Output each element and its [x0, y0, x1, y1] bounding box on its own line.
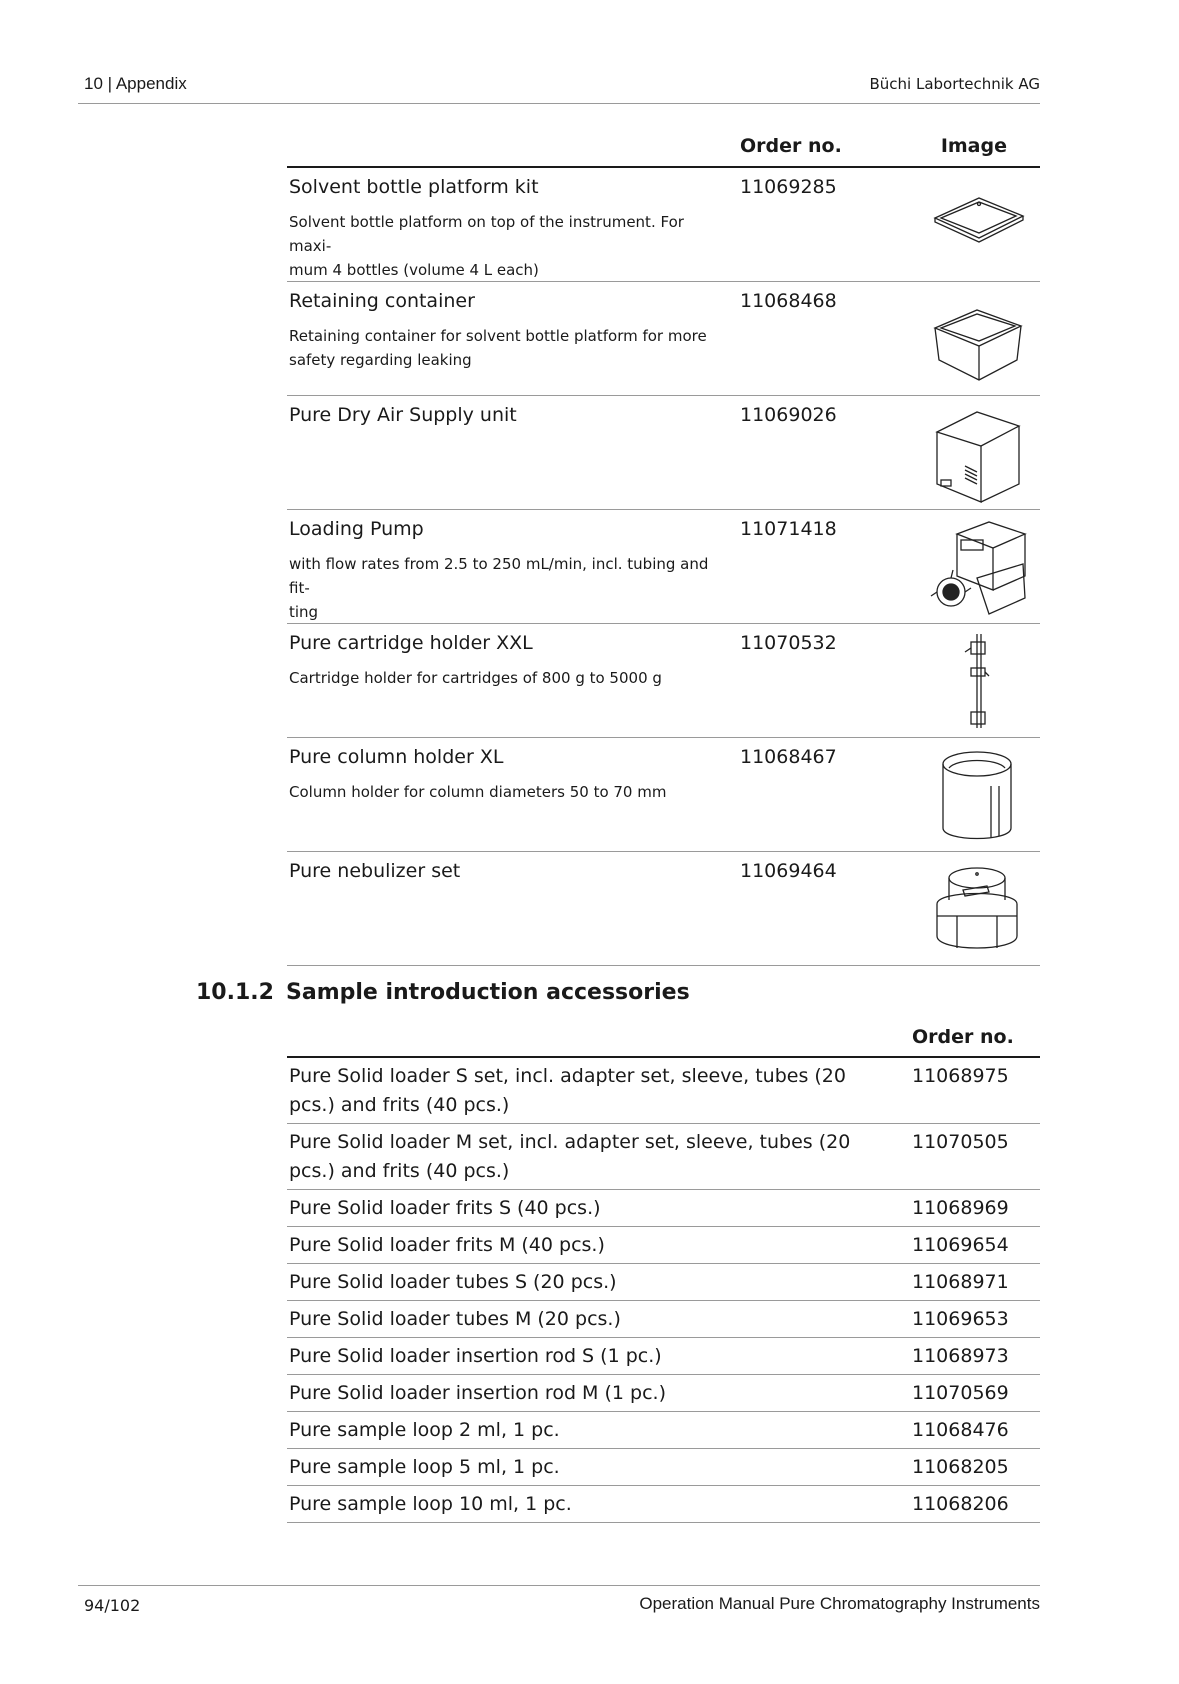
- section-heading: [196, 980, 690, 1005]
- table-row: [287, 1486, 1040, 1523]
- item-name: Solvent bottle platform kit: [289, 176, 539, 198]
- table-row: [287, 738, 1040, 852]
- table-row: [287, 1338, 1040, 1375]
- nebulizer-icon: [927, 860, 1027, 960]
- order-no-header: Order no.: [912, 1026, 1014, 1048]
- section-title: Sample introduction accessories: [286, 980, 690, 1005]
- order-number: 11068971: [912, 1271, 1009, 1293]
- order-number: 11071418: [740, 518, 837, 540]
- item-description: with flow rates from 2.5 to 250 mL/min, incl. tubing and fit- ting: [289, 555, 709, 621]
- table-row: [287, 624, 1040, 738]
- item-name: Pure Solid loader insertion rod M (1 pc.): [289, 1382, 666, 1404]
- footer-title: Operation Manual Pure Chromatography Instruments: [639, 1594, 1040, 1613]
- header-divider: [78, 103, 1040, 104]
- item-name: Pure Solid loader S set, incl. adapter set, sleeve, tubes (20 pcs.) and frits (40 pcs.): [289, 1065, 846, 1116]
- item-name: Pure sample loop 10 ml, 1 pc.: [289, 1493, 572, 1515]
- item-description: Cartridge holder for cartridges of 800 g to 5000 g: [289, 669, 662, 687]
- order-number: 11068468: [740, 290, 837, 312]
- table-row: [287, 1412, 1040, 1449]
- footer-divider: [78, 1585, 1040, 1586]
- order-number: 11068205: [912, 1456, 1009, 1478]
- item-description: Column holder for column diameters 50 to 70 mm: [289, 783, 667, 801]
- table-row: [287, 168, 1040, 282]
- table-row: [287, 282, 1040, 396]
- order-number: 11069026: [740, 404, 837, 426]
- item-name: Pure nebulizer set: [289, 860, 461, 882]
- order-number: 11069653: [912, 1308, 1009, 1330]
- item-name: Retaining container: [289, 290, 475, 312]
- item-description: Solvent bottle platform on top of the instrument. For maxi- mum 4 bottles (volume 4 L each): [289, 213, 684, 279]
- item-name: Loading Pump: [289, 518, 424, 540]
- item-name: Pure Dry Air Supply unit: [289, 404, 517, 426]
- container-box-icon: [927, 290, 1027, 390]
- table-row: [287, 510, 1040, 624]
- order-number: 11070532: [740, 632, 837, 654]
- item-name: Pure Solid loader M set, incl. adapter set, sleeve, tubes (20 pcs.) and frits (40 pcs.): [289, 1131, 851, 1182]
- item-description: [289, 438, 719, 462]
- tray-platform-icon: [927, 176, 1027, 276]
- item-description: Retaining container for solvent bottle platform for more safety regarding leaking: [289, 327, 707, 369]
- item-description: [289, 894, 719, 918]
- order-number: 11069285: [740, 176, 837, 198]
- order-number: 11068467: [740, 746, 837, 768]
- order-number: 11068206: [912, 1493, 1009, 1515]
- item-name: Pure sample loop 2 ml, 1 pc.: [289, 1419, 560, 1441]
- item-name: Pure Solid loader frits M (40 pcs.): [289, 1234, 605, 1256]
- air-supply-unit-icon: [927, 404, 1027, 504]
- header-company: Büchi Labortechnik AG: [869, 75, 1040, 93]
- table-row: [287, 852, 1040, 966]
- column-holder-icon: [927, 746, 1027, 846]
- order-number: 11070505: [912, 1131, 1009, 1153]
- table-row: [287, 1227, 1040, 1264]
- table-row: [287, 1449, 1040, 1486]
- sample-accessories-table: [287, 1020, 1040, 1523]
- item-name: Pure cartridge holder XXL: [289, 632, 533, 654]
- order-no-header: Order no.: [740, 135, 842, 157]
- section-number: 10.1.2: [196, 980, 274, 1005]
- item-name: Pure sample loop 5 ml, 1 pc.: [289, 1456, 560, 1478]
- table-row: [287, 396, 1040, 510]
- order-number: 11069464: [740, 860, 837, 882]
- table-row: [287, 1301, 1040, 1338]
- image-header: Image: [940, 135, 1007, 157]
- accessories-table: [287, 130, 1040, 966]
- order-number: 11068476: [912, 1419, 1009, 1441]
- loading-pump-icon: [927, 518, 1027, 618]
- table-header: [287, 1020, 1040, 1058]
- order-number: 11069654: [912, 1234, 1009, 1256]
- table-row: [287, 1190, 1040, 1227]
- item-name: Pure Solid loader frits S (40 pcs.): [289, 1197, 601, 1219]
- order-number: 11070569: [912, 1382, 1009, 1404]
- table-row: [287, 1058, 1040, 1124]
- order-number: 11068973: [912, 1345, 1009, 1367]
- order-number: 11068969: [912, 1197, 1009, 1219]
- item-name: Pure Solid loader tubes M (20 pcs.): [289, 1308, 621, 1330]
- order-number: 11068975: [912, 1065, 1009, 1087]
- table-header: [287, 130, 1040, 168]
- table-row: [287, 1375, 1040, 1412]
- table-row: [287, 1124, 1040, 1190]
- item-name: Pure Solid loader insertion rod S (1 pc.): [289, 1345, 662, 1367]
- table-row: [287, 1264, 1040, 1301]
- item-name: Pure column holder XL: [289, 746, 504, 768]
- page-number: 94/102: [84, 1596, 141, 1615]
- cartridge-holder-icon: [927, 632, 1027, 732]
- header-section: 10 | Appendix: [84, 74, 187, 93]
- item-name: Pure Solid loader tubes S (20 pcs.): [289, 1271, 617, 1293]
